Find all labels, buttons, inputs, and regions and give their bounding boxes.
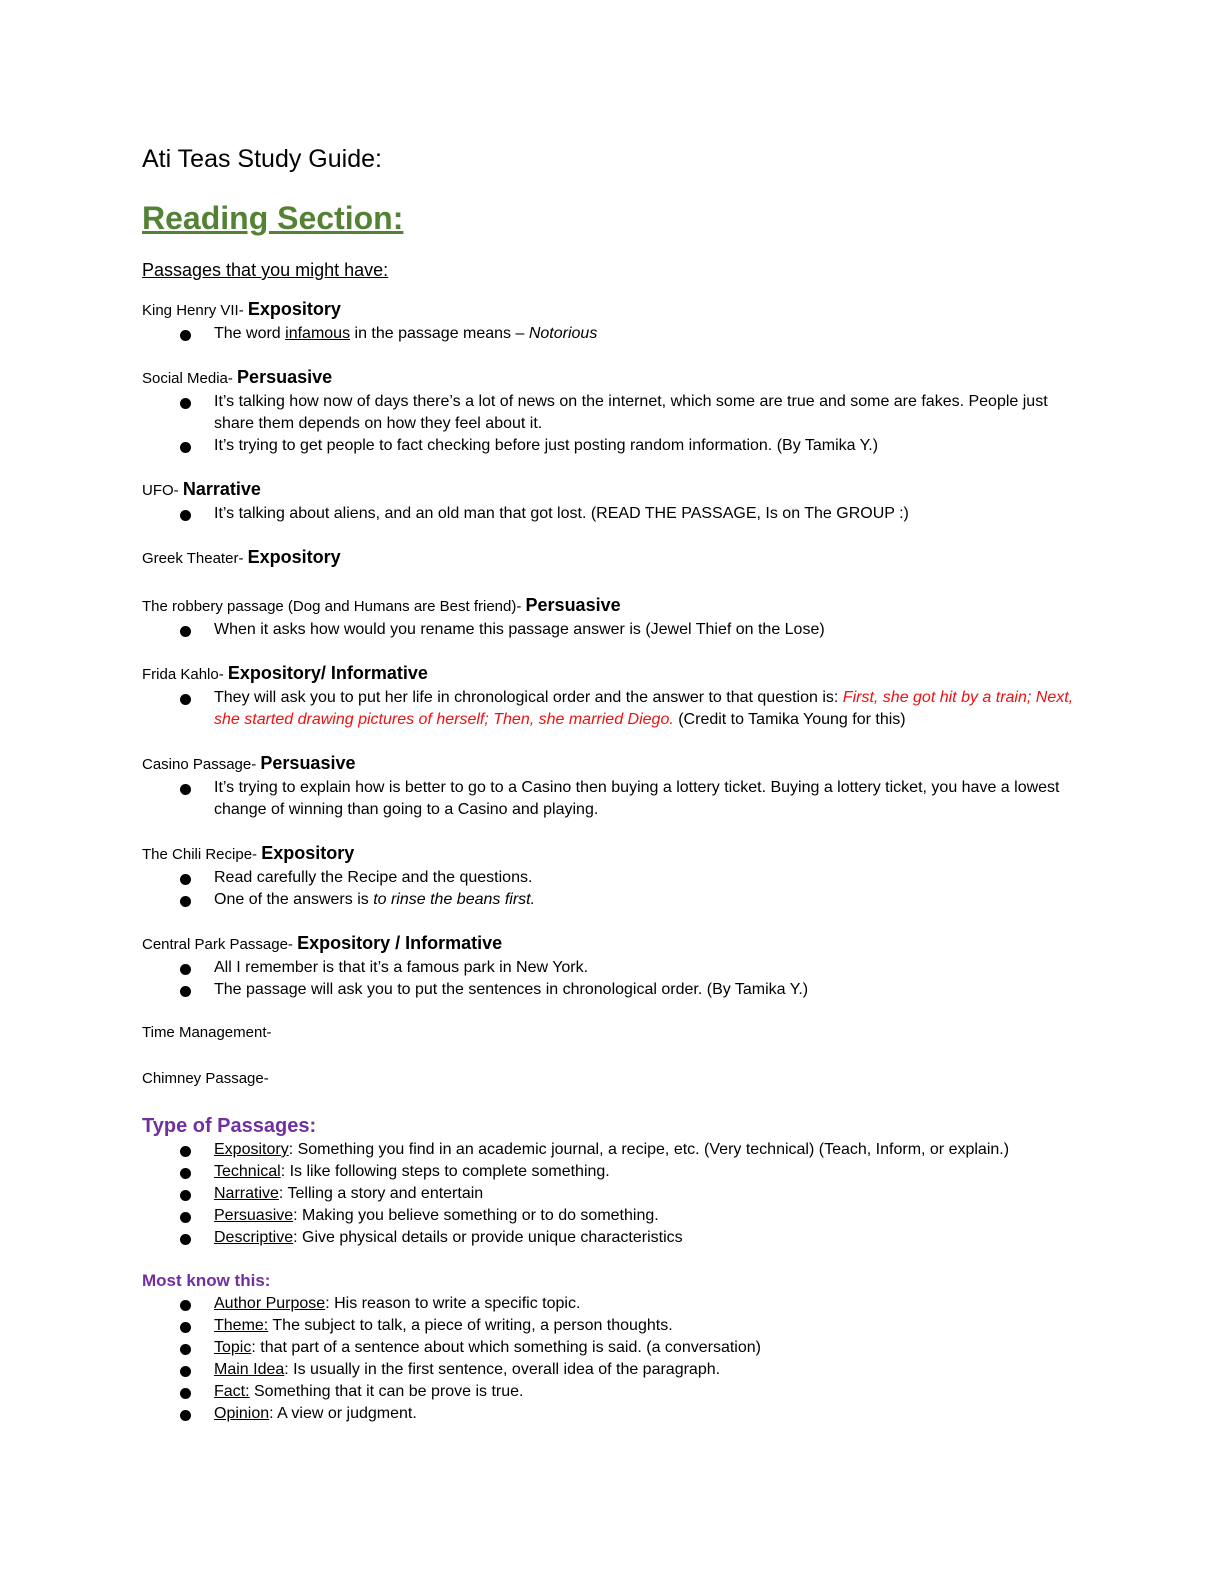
bullet-icon	[180, 874, 191, 885]
must-term: Main Idea	[214, 1361, 285, 1378]
passage-title: The Chili Recipe-	[142, 846, 258, 863]
types-definition: : Making you believe something or to do something.	[293, 1207, 659, 1224]
types-item	[142, 1139, 1082, 1161]
bullet-icon	[180, 1344, 191, 1355]
passage-block	[142, 593, 1082, 641]
passage-type: Narrative	[182, 479, 261, 499]
must-item	[142, 1315, 1082, 1337]
passage-title: Frida Kahlo-	[142, 666, 224, 683]
passage-heading	[142, 297, 1082, 323]
passage-block	[142, 1021, 1082, 1045]
bullet-text: (Credit to Tamika Young for this)	[673, 711, 906, 728]
bullet-text: They will ask you to put her life in chronological order and the answer to that question is:	[214, 689, 843, 706]
italic-answer: to rinse the beans first.	[373, 891, 536, 908]
passage-heading	[142, 661, 1082, 687]
must-term: Author Purpose	[214, 1295, 326, 1312]
bullet-text: It’s talking about aliens, and an old man that got lost. (READ THE PASSAGE, Is on The GROUP :)	[214, 505, 909, 522]
bullet-icon	[180, 1190, 191, 1201]
passage-bullet	[142, 957, 1082, 979]
bullet-text: The word	[214, 325, 286, 342]
passage-block	[142, 841, 1082, 911]
passage-block	[142, 931, 1082, 1001]
passage-bullets	[142, 391, 1082, 457]
types-term: Technical	[214, 1163, 281, 1180]
bullet-text: Read carefully the Recipe and the questions.	[214, 869, 533, 886]
must-item	[142, 1293, 1082, 1315]
passage-bullets	[142, 323, 1082, 345]
bullet-icon	[180, 398, 191, 409]
passage-type: Persuasive	[260, 753, 356, 773]
passage-title: The robbery passage (Dog and Humans are Best friend)-	[142, 598, 522, 615]
document-title: Ati Teas Study Guide:	[142, 145, 382, 173]
passage-title: UFO-	[142, 482, 179, 499]
bullet-text: It’s trying to get people to fact checking before just posting random information. (By Tamika Y.)	[214, 437, 879, 454]
passage-bullet	[142, 435, 1082, 457]
bullet-icon	[180, 1168, 191, 1179]
bullet-icon	[180, 1234, 191, 1245]
bullet-text: It’s talking how now of days there’s a lot of news on the internet, which some are true and some are fakes. People just share them depends on how they feel about it.	[214, 393, 1048, 432]
bullet-icon	[180, 986, 191, 997]
types-term: Narrative	[214, 1185, 279, 1202]
passage-bullet	[142, 687, 1082, 731]
passages-subheading: Passages that you might have:	[142, 260, 389, 280]
bullet-icon	[180, 1300, 191, 1311]
passage-bullets	[142, 777, 1082, 821]
must-know-list	[142, 1293, 1082, 1425]
passage-type: Expository/ Informative	[227, 663, 428, 683]
passage-heading	[142, 593, 1082, 619]
passage-type: Expository	[261, 843, 355, 863]
passage-block	[142, 661, 1082, 731]
passage-title: King Henry VII-	[142, 302, 244, 319]
types-list	[142, 1139, 1082, 1249]
must-definition: Something that it can be prove is true.	[249, 1383, 524, 1400]
must-term: Theme:	[214, 1317, 269, 1334]
passage-bullet	[142, 867, 1082, 889]
passage-bullets	[142, 867, 1082, 911]
bullet-icon	[180, 694, 191, 705]
passage-title: Greek Theater-	[142, 550, 244, 567]
types-definition: : Give physical details or provide unique characteristics	[293, 1229, 683, 1246]
passage-type: Expository	[247, 547, 341, 567]
bullet-icon	[180, 1366, 191, 1377]
underlined-word: infamous	[285, 325, 351, 342]
passage-heading	[142, 1021, 1082, 1045]
passage-title: Chimney Passage-	[142, 1070, 269, 1087]
bullet-text: The passage will ask you to put the sentences in chronological order. (By Tamika Y.)	[214, 981, 809, 998]
bullet-icon	[180, 626, 191, 637]
passage-title: Time Management-	[142, 1024, 272, 1041]
bullet-icon	[180, 442, 191, 453]
bullet-text: One of the answers is	[214, 891, 374, 908]
bullet-text: It’s trying to explain how is better to go to a Casino then buying a lottery ticket. Buying a lottery ticket, you have a lowest change of winning than going to a Casino and playing.	[214, 779, 1060, 818]
must-definition: : His reason to write a specific topic.	[325, 1295, 581, 1312]
passage-block	[142, 477, 1082, 525]
passage-bullets	[142, 957, 1082, 1001]
passage-bullets	[142, 619, 1082, 641]
passage-heading	[142, 841, 1082, 867]
types-item	[142, 1227, 1082, 1249]
must-know-heading: Most know this:	[142, 1271, 271, 1290]
passage-type: Expository / Informative	[297, 933, 503, 953]
bullet-icon	[180, 1322, 191, 1333]
types-definition: : Telling a story and entertain	[278, 1185, 484, 1202]
passage-block	[142, 545, 1082, 571]
types-term: Expository	[214, 1141, 289, 1158]
passage-heading	[142, 365, 1082, 391]
bullet-icon	[180, 1212, 191, 1223]
bullet-icon	[180, 1410, 191, 1421]
passage-block	[142, 751, 1082, 821]
passage-bullet	[142, 619, 1082, 641]
must-term: Topic	[214, 1339, 252, 1356]
passage-type: Persuasive	[525, 595, 621, 615]
types-definition: : Is like following steps to complete something.	[280, 1163, 610, 1180]
passage-title: Central Park Passage-	[142, 936, 293, 953]
passage-type: Persuasive	[237, 367, 333, 387]
types-term: Persuasive	[214, 1207, 294, 1224]
highlighted-answer: First, she got hit by a train; Next, she started drawing pictures of herself; Then, she married Diego.	[214, 689, 1074, 728]
must-item	[142, 1381, 1082, 1403]
passage-block	[142, 1067, 1082, 1091]
types-heading: Type of Passages:	[142, 1115, 317, 1137]
must-term: Opinion	[214, 1405, 270, 1422]
must-item	[142, 1359, 1082, 1381]
must-definition: : that part of a sentence about which something is said. (a conversation)	[251, 1339, 761, 1356]
passage-heading	[142, 1067, 1082, 1091]
passage-bullet	[142, 979, 1082, 1001]
passage-heading	[142, 751, 1082, 777]
must-item	[142, 1403, 1082, 1425]
bullet-text: All I remember is that it’s a famous park in New York.	[214, 959, 589, 976]
bullet-icon	[180, 964, 191, 975]
passage-bullets	[142, 503, 1082, 525]
must-term: Fact:	[214, 1383, 250, 1400]
passage-heading	[142, 545, 1082, 571]
passage-bullet	[142, 889, 1082, 911]
passage-bullets	[142, 687, 1082, 731]
document-page	[142, 142, 1082, 1425]
types-item	[142, 1205, 1082, 1227]
passage-bullet	[142, 323, 1082, 345]
passage-bullet	[142, 391, 1082, 435]
passage-title: Social Media-	[142, 370, 233, 387]
passage-type: Expository	[247, 299, 341, 319]
must-item	[142, 1337, 1082, 1359]
passage-bullet	[142, 503, 1082, 525]
bullet-icon	[180, 896, 191, 907]
passages-list	[142, 297, 1082, 1091]
passage-block	[142, 365, 1082, 457]
types-item	[142, 1161, 1082, 1183]
must-definition: : Is usually in the first sentence, overall idea of the paragraph.	[284, 1361, 721, 1378]
passage-block	[142, 297, 1082, 345]
must-definition: : A view or judgment.	[269, 1405, 417, 1422]
types-term: Descriptive	[214, 1229, 294, 1246]
passage-heading	[142, 931, 1082, 957]
bullet-icon	[180, 784, 191, 795]
types-definition: : Something you find in an academic journal, a recipe, etc. (Very technical) (Teach, Inform, or explain.)	[288, 1141, 1010, 1158]
must-definition: The subject to talk, a piece of writing, a person thoughts.	[268, 1317, 673, 1334]
bullet-icon	[180, 1388, 191, 1399]
passage-title: Casino Passage-	[142, 756, 257, 773]
bullet-icon	[180, 510, 191, 521]
types-item	[142, 1183, 1082, 1205]
bullet-icon	[180, 330, 191, 341]
italic-answer: Notorious	[528, 325, 598, 342]
passage-heading	[142, 477, 1082, 503]
section-title: Reading Section:	[142, 200, 404, 236]
passage-bullet	[142, 777, 1082, 821]
bullet-text: When it asks how would you rename this passage answer is (Jewel Thief on the Lose)	[214, 621, 825, 638]
bullet-text: in the passage means –	[350, 325, 529, 342]
bullet-icon	[180, 1146, 191, 1157]
